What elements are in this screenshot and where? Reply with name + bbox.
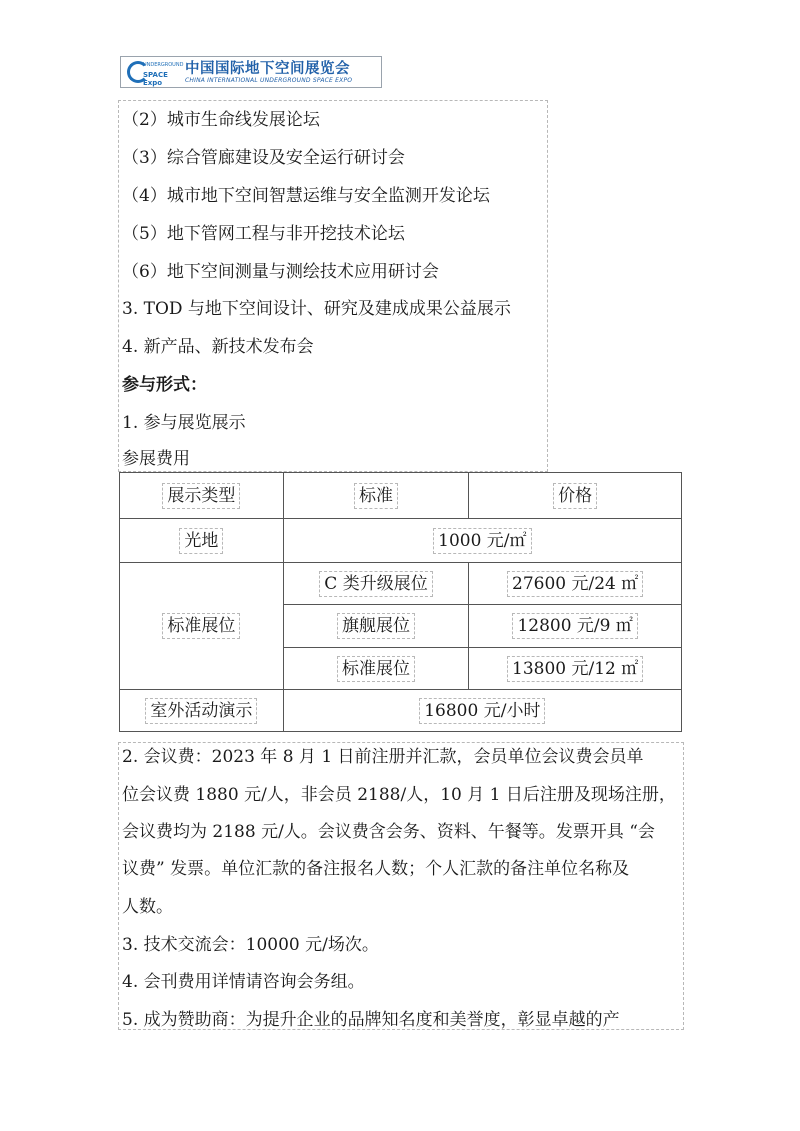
booth-name-cell: C 类升级展位 bbox=[319, 571, 432, 597]
list-item: （2）城市生命线发展论坛 bbox=[122, 110, 320, 130]
type-cell: 标准展位 bbox=[162, 613, 240, 639]
booth-name-cell: 旗舰展位 bbox=[337, 613, 415, 639]
sub-item: 1. 参与展览展示 bbox=[122, 413, 246, 433]
list-item: （3）综合管廊建设及安全运行研讨会 bbox=[122, 148, 405, 168]
list-item: （4）城市地下空间智慧运维与安全监测开发论坛 bbox=[122, 186, 490, 206]
price-cell: 27600 元/24 ㎡ bbox=[507, 571, 643, 597]
list-item: （6）地下空间测量与测绘技术应用研讨会 bbox=[122, 262, 439, 282]
price-cell: 13800 元/12 ㎡ bbox=[507, 656, 643, 682]
price-cell: 1000 元/㎡ bbox=[433, 528, 531, 554]
paragraph-line: 位会议费 1880 元/人，非会员 2188/人，10 月 1 日后注册及现场注册， bbox=[122, 785, 676, 805]
header-cell: 标准 bbox=[354, 483, 398, 509]
header-cell: 展示类型 bbox=[162, 483, 240, 509]
paragraph-line: 5. 成为赞助商：为提升企业的品牌知名度和美誉度，彰显卓越的产 bbox=[122, 1010, 620, 1030]
list-item: （5）地下管网工程与非开挖技术论坛 bbox=[122, 224, 405, 244]
type-cell: 光地 bbox=[179, 528, 223, 554]
logo-title-en: CHINA INTERNATIONAL UNDERGROUND SPACE EXPO bbox=[185, 76, 353, 84]
price-cell: 12800 元/9 ㎡ bbox=[512, 613, 637, 639]
sub-item: 参展费用 bbox=[122, 449, 190, 469]
expo-logo bbox=[120, 56, 382, 88]
type-cell: 室外活动演示 bbox=[145, 698, 257, 724]
price-cell: 16800 元/小时 bbox=[419, 698, 545, 724]
logo-title-cn: 中国国际地下空间展览会 bbox=[185, 60, 350, 77]
table-header-row bbox=[120, 473, 682, 519]
paragraph-line: 3. 技术交流会：10000 元/场次。 bbox=[122, 935, 379, 955]
paragraph-line: 2. 会议费：2023 年 8 月 1 日前注册并汇款，会员单位会议费会员单 bbox=[122, 747, 644, 767]
list-item: 4. 新产品、新技术发布会 bbox=[122, 337, 314, 357]
table-row bbox=[120, 519, 682, 563]
paragraph-line: 会议费均为 2188 元/人。会议费含会务、资料、午餐等。发票开具 “会 bbox=[122, 822, 655, 842]
paragraph-line: 4. 会刊费用详情请咨询会务组。 bbox=[122, 972, 365, 992]
expo-logo-mark bbox=[121, 57, 185, 87]
paragraph-line: 人数。 bbox=[122, 897, 173, 917]
logo-mark-top: UNDERGROUND bbox=[143, 62, 184, 68]
booth-name-cell: 标准展位 bbox=[337, 656, 415, 682]
fee-table bbox=[119, 472, 682, 732]
table-row bbox=[120, 563, 682, 605]
table-row bbox=[120, 690, 682, 732]
logo-mark-bottom: SPACE Expo bbox=[143, 71, 168, 87]
paragraph-line: 议费” 发票。单位汇款的备注报名人数；个人汇款的备注单位名称及 bbox=[122, 859, 630, 879]
section-heading: 参与形式： bbox=[122, 375, 207, 395]
header-cell: 价格 bbox=[553, 483, 597, 509]
list-item: 3. TOD 与地下空间设计、研究及建成成果公益展示 bbox=[122, 299, 511, 319]
